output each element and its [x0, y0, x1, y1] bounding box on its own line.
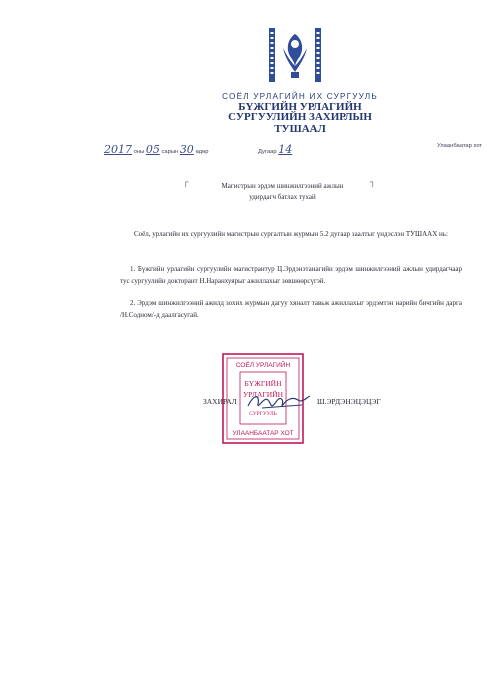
handwritten-signature — [244, 386, 314, 416]
stamp-bottom-text: УЛААНБААТАР ХОТ — [232, 430, 294, 437]
subject-line-1: Магистрын эрдэм шинжилгээний ажлын — [221, 182, 344, 190]
order-subject — [200, 181, 365, 203]
preamble-paragraph: Соёл, урлагийн их сургуулийн магистрын сургалтын журмын 5.2 дугаар заалтыг үндэслэн ТУШААХ нь: — [134, 230, 448, 238]
order-number-label: Дугаар — [258, 149, 277, 155]
date-year-suffix: оны — [133, 149, 145, 155]
date-month: 05 — [145, 143, 160, 156]
date-day-suffix: өдөр — [195, 149, 209, 155]
university-name: СОЁЛ УРЛАГИЙН ИХ СУРГУУЛЬ — [222, 92, 378, 101]
order-city: Улаанбаатар хот — [437, 143, 483, 149]
stamp-middle-text-2: УРЛАГИЙН — [242, 390, 284, 399]
date-year: 2017 — [104, 143, 132, 156]
school-title-line-1: БҮЖГИЙН УРЛАГИЙН — [238, 101, 362, 113]
stamp-top-text: СОЁЛ УРЛАГИЙН — [235, 362, 291, 369]
order-date — [104, 143, 209, 156]
date-day: 30 — [179, 143, 194, 156]
signatory-title: ЗАХИРАЛ — [203, 397, 237, 406]
school-title-line-2: СУРГУУЛИЙН ЗАХИРЛЫН — [228, 111, 372, 123]
subject-bracket-left: ┌ — [183, 178, 189, 188]
subject-line-2: удирдагч батлах тухай — [249, 193, 316, 201]
document-type: ТУШААЛ — [274, 123, 326, 135]
order-number — [258, 143, 292, 156]
order-number-value: 14 — [278, 143, 293, 156]
subject-bracket-right: ┐ — [370, 178, 376, 188]
stamp-middle-text-3: СУРГУУЛЬ — [249, 411, 277, 417]
university-emblem-icon — [269, 28, 321, 82]
clause-1-paragraph: 1. Бүжгийн урлагийн сургуулийн магистрантур Ц.Эрдэнэтанагийн эрдэм шинжилгээний ажлын удирдагчаар тус сургуулийн докторант Н.Наранхуярыг ажиллахыг зөвшөөрсүгэй. — [120, 265, 462, 285]
clause-2-paragraph: 2. Эрдэм шинжилгээний ажилд зохих журмын дагуу хяналт тавьж ажиллахыг эрдэмтэн нарийн бичгийн дарга /Н.Содном/-д даалгасугай. — [120, 299, 462, 319]
date-month-suffix: сарын — [161, 149, 179, 155]
school-title — [150, 102, 450, 122]
stamp-middle-text-1: БҮЖГИЙН — [244, 379, 282, 388]
signatory-name: Ш.ЭРДЭНЭЦЭЦЭГ — [317, 397, 381, 406]
